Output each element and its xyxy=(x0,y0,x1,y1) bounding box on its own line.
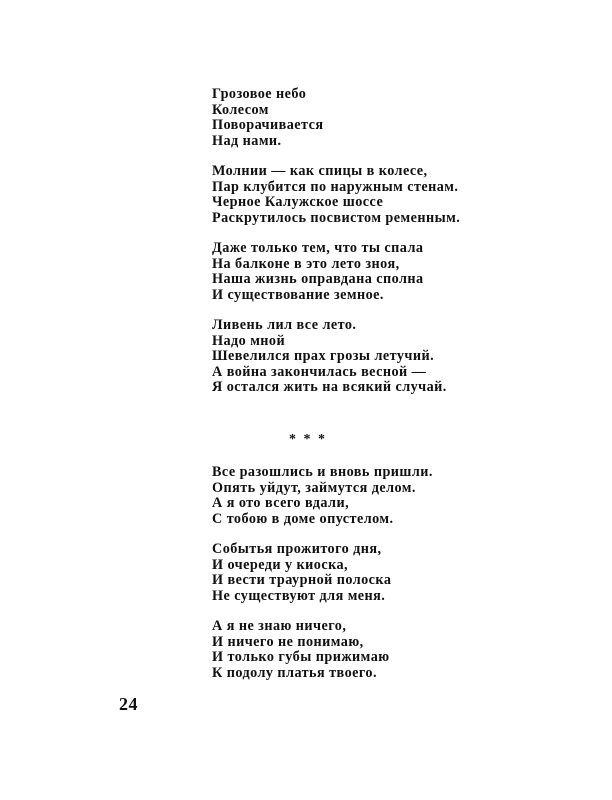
poem-line: Все разошлись и вновь пришли. xyxy=(212,464,433,480)
poem-line: А война закончилась весной — xyxy=(212,363,427,380)
poem-line: Шевелился прах грозы летучий. xyxy=(212,348,435,364)
poem-line: И существование земное. xyxy=(212,286,384,303)
poem-line: С тобою в доме опустелом. xyxy=(212,510,394,527)
stanza-2 xyxy=(212,164,572,226)
poem-line: Колесом xyxy=(212,101,269,118)
section-divider: * * * xyxy=(289,432,327,447)
poem-line: Черное Калужское шоссе xyxy=(212,194,384,210)
poem-line: Наша жизнь оправдана сполна xyxy=(212,271,424,287)
stanza-2 xyxy=(212,542,572,604)
poem-line: К подолу платья твоего. xyxy=(212,664,377,681)
poem-everyone-left xyxy=(212,465,572,681)
poem-line: А я ото всего вдали, xyxy=(212,495,350,511)
poem-line: На балконе в это лето зноя, xyxy=(212,255,400,272)
poem-line: А я не знаю ничего, xyxy=(212,618,347,634)
poem-line: Поворачивается xyxy=(212,117,324,133)
poem-line: Даже только тем, что ты спала xyxy=(212,240,424,256)
stanza-1 xyxy=(212,465,572,527)
poem-line: И ничего не понимаю, xyxy=(212,633,364,650)
poem-thunderstorm xyxy=(212,87,572,396)
poem-line: Ливень лил все лето. xyxy=(212,317,357,333)
poem-line: Над нами. xyxy=(212,132,282,149)
poem-line: Не существуют для меня. xyxy=(212,587,386,604)
poem-line: Событья прожитого дня, xyxy=(212,541,382,557)
stanza-1 xyxy=(212,87,572,149)
stanza-4 xyxy=(212,318,572,396)
poem-line: Раскрутилось посвистом ременным. xyxy=(212,209,461,226)
poem-line: И только губы прижимаю xyxy=(212,649,390,665)
poem-line: Молнии — как спицы в колесе, xyxy=(212,163,428,179)
poem-line: Надо мной xyxy=(212,332,286,349)
poem-line: Грозовое небо xyxy=(212,86,307,102)
page-number: 24 xyxy=(119,694,138,714)
poem-line: И вести траурной полоска xyxy=(212,572,392,588)
stanza-3 xyxy=(212,241,572,303)
poem-line: Пар клубится по наружным стенам. xyxy=(212,178,459,195)
poem-line: И очереди у киоска, xyxy=(212,556,349,573)
poem-line: Опять уйдут, займутся делом. xyxy=(212,479,416,496)
stanza-3 xyxy=(212,619,572,681)
poem-line: Я остался жить на всякий случай. xyxy=(212,379,447,395)
